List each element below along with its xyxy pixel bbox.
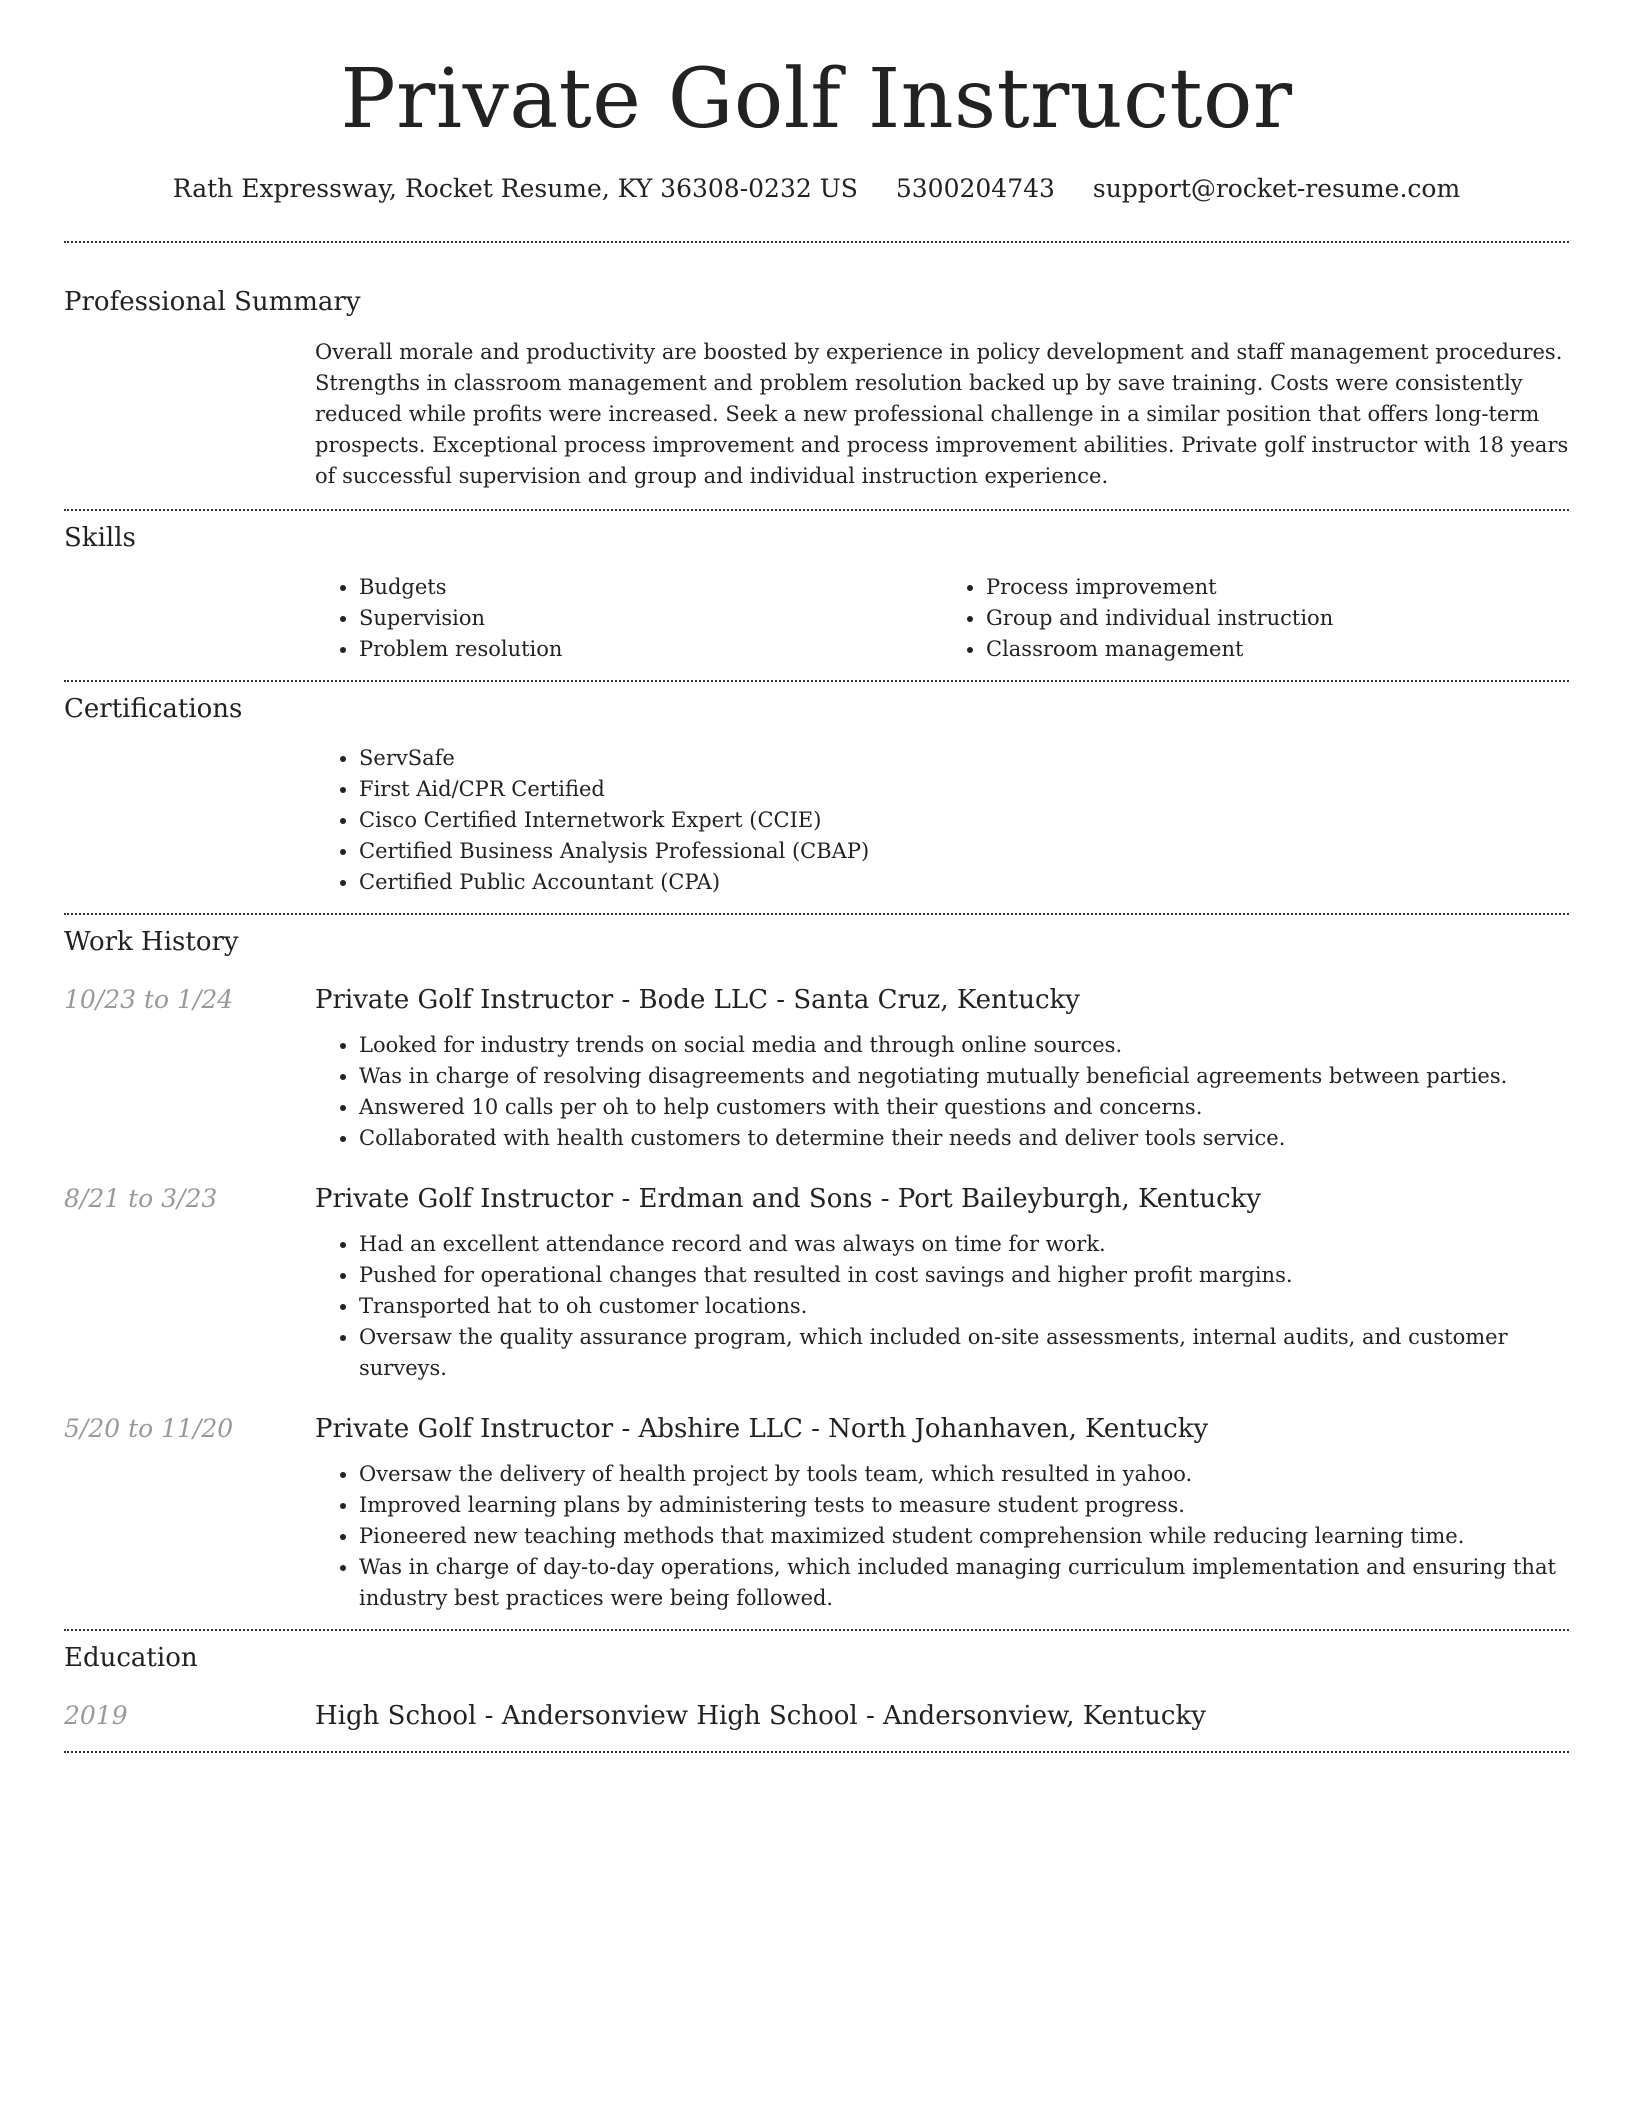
certification-item: • First Aid/CPR Certified [359,774,1569,805]
divider [64,241,1569,243]
section-title-work: Work History [64,927,239,957]
skills-list-right [942,572,1569,665]
job-bullet: • Transported hat to oh customer locations. [359,1291,1569,1322]
job-bullet: • Oversaw the delivery of health project by tools team, which resulted in yahoo. [359,1459,1569,1490]
section-title-summary: Professional Summary [64,287,361,317]
job-bullets [315,1229,1569,1384]
divider [64,1629,1569,1631]
skill-item: • Classroom management [986,634,1569,665]
job-bullet: • Pioneered new teaching methods that maximized student comprehension while reducing learning time. [359,1521,1569,1552]
job-bullet: • Was in charge of resolving disagreements and negotiating mutually beneficial agreements between parties. [359,1061,1569,1092]
job-bullet: • Collaborated with health customers to determine their needs and deliver tools service. [359,1123,1569,1154]
section-title-skills: Skills [64,523,136,553]
resume-name: Private Golf Instructor [340,52,1293,147]
job-bullets [315,1459,1569,1614]
divider [64,1751,1569,1753]
job-entry [64,983,1569,1154]
job-date: 10/23 to 1/24 [64,985,234,1014]
work-history-section [64,925,1569,1614]
job-entry [64,1412,1569,1614]
resume-page [64,0,1569,1753]
job-entry [64,1182,1569,1384]
job-bullet: • Had an excellent attendance record and was always on time for work. [359,1229,1569,1260]
divider [64,509,1569,511]
skill-item: • Problem resolution [359,634,942,665]
job-heading: Private Golf Instructor - Bode LLC - Santa Cruz, Kentucky [315,985,1080,1015]
certifications-list [315,743,1569,898]
job-bullet: • Pushed for operational changes that resulted in cost savings and higher profit margins. [359,1260,1569,1291]
skill-item: • Process improvement [986,572,1569,603]
job-date: 5/20 to 11/20 [64,1414,234,1443]
skills-section [64,521,1569,665]
section-title-education: Education [64,1643,198,1673]
job-bullet: • Was in charge of day-to-day operations, which included managing curriculum implementation and ensuring that industry best practices were being followed. [359,1552,1569,1614]
education-entry [64,1699,1569,1733]
contact-line [64,172,1569,206]
contact-phone: 5300204743 [895,174,1055,203]
job-heading: Private Golf Instructor - Abshire LLC - North Johanhaven, Kentucky [315,1414,1209,1444]
divider [64,680,1569,682]
divider [64,913,1569,915]
contact-address: Rath Expressway, Rocket Resume, KY 36308-0232 US [172,174,858,203]
job-date: 8/21 to 3/23 [64,1184,218,1213]
job-bullet: • Improved learning plans by administering tests to measure student progress. [359,1490,1569,1521]
education-heading: High School - Andersonview High School - Andersonview, Kentucky [315,1701,1206,1731]
job-bullets [315,1030,1569,1154]
certification-item: • Cisco Certified Internetwork Expert (CCIE) [359,805,1569,836]
job-bullet: • Answered 10 calls per oh to help customers with their questions and concerns. [359,1092,1569,1123]
certification-item: • Certified Business Analysis Professional (CBAP) [359,836,1569,867]
skill-item: • Supervision [359,603,942,634]
certifications-section [64,692,1569,898]
certification-item: • ServSafe [359,743,1569,774]
section-title-certifications: Certifications [64,694,243,724]
skill-item: • Group and individual instruction [986,603,1569,634]
skill-item: • Budgets [359,572,942,603]
skills-list-left [315,572,942,665]
job-heading: Private Golf Instructor - Erdman and Sons - Port Baileyburgh, Kentucky [315,1184,1262,1214]
certification-item: • Certified Public Accountant (CPA) [359,867,1569,898]
job-bullet: • Oversaw the quality assurance program, which included on-site assessments, internal audits, and customer surveys. [359,1322,1569,1384]
summary-section [64,285,1569,492]
summary-text: Overall morale and productivity are boosted by experience in policy development and staff management procedures. Strengths in classroom management and problem resolution backed up by save training. Costs were consistently reduced while profits were increased. Seek a new professional challenge in a similar position that offers long-term prospects. Exceptional process improvement and process improvement abilities. Private golf instructor with 18 years of successful supervision and group and individual instruction experience. [315,340,1569,488]
education-date: 2019 [64,1701,128,1730]
contact-email: support@rocket-resume.com [1092,174,1461,203]
education-section [64,1641,1569,1733]
job-bullet: • Looked for industry trends on social media and through online sources. [359,1030,1569,1061]
